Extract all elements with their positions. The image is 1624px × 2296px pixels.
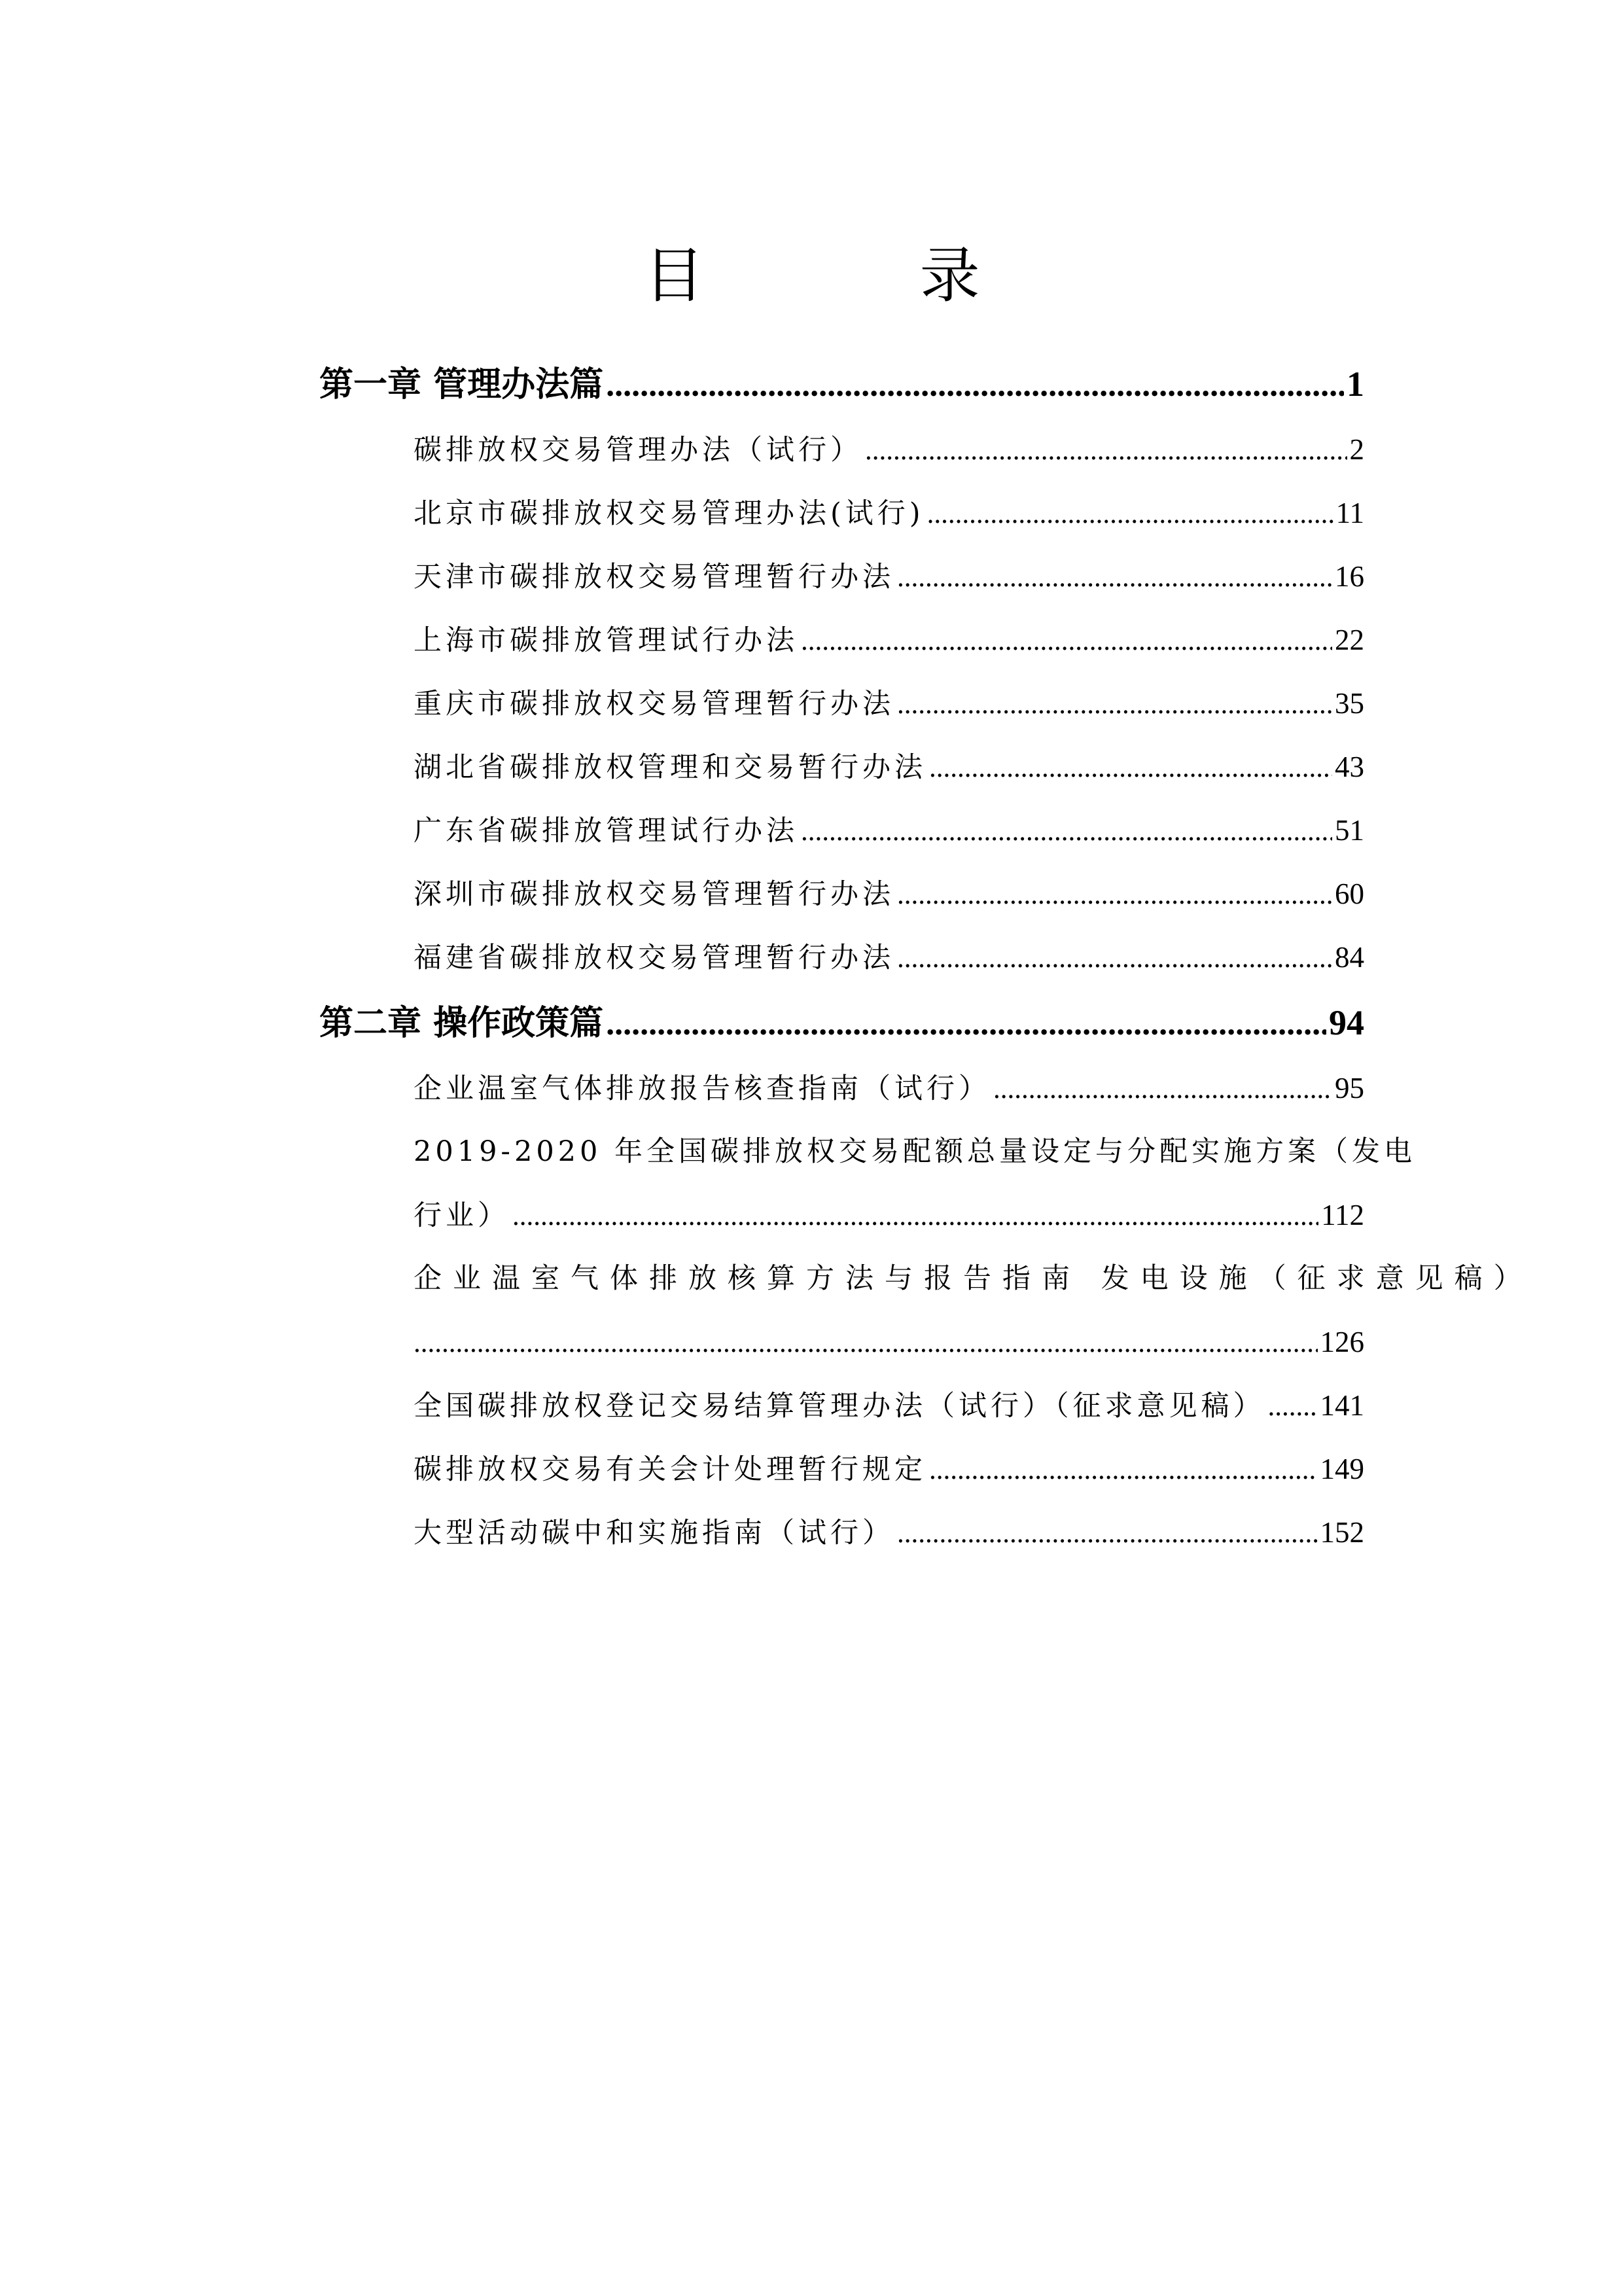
dot-leader: [929, 1451, 1318, 1490]
toc-entry-title-line1[interactable]: 2019-2020 年全国碳排放权交易配额总量设定与分配实施方案（发电: [414, 1135, 1417, 1168]
entry-page-number: 16: [1335, 560, 1364, 593]
toc-entry-title-line1[interactable]: 企业温室气体排放核算方法与报告指南 发电设施（征求意见稿）: [414, 1262, 1533, 1295]
entry-title-line2: 行业）: [414, 1199, 510, 1232]
entry-page-number: 149: [1320, 1453, 1364, 1485]
toc-chapter-2[interactable]: [319, 1000, 1364, 1047]
toc-entry[interactable]: [414, 557, 1364, 597]
chapter-title: 第一章 管理办法篇: [319, 365, 604, 404]
toc-entry[interactable]: [414, 1069, 1364, 1109]
toc-entry[interactable]: [414, 938, 1364, 978]
toc-entry[interactable]: [414, 493, 1364, 534]
dot-leader: [897, 1514, 1318, 1553]
entry-page-number: 141: [1320, 1389, 1364, 1422]
entry-page-number: 43: [1335, 751, 1364, 783]
toc-entry[interactable]: [414, 1513, 1364, 1553]
entry-title: 上海市碳排放管理试行办法: [414, 624, 798, 657]
page-title: 目 录: [644, 240, 1078, 311]
dot-leader: [865, 431, 1347, 470]
toc-entry[interactable]: [414, 874, 1364, 915]
entry-page-number: 112: [1321, 1199, 1364, 1231]
toc-entry[interactable]: [414, 1195, 1364, 1236]
dot-leader: [897, 875, 1332, 915]
entry-title: 福建省碳排放权交易管理暂行办法: [414, 942, 894, 974]
toc-entry[interactable]: [414, 811, 1364, 851]
entry-title: 重庆市碳排放权交易管理暂行办法: [414, 688, 894, 720]
entry-page-number: 60: [1335, 877, 1364, 910]
dot-leader: [606, 1001, 1326, 1047]
entry-title: 企业温室气体排放报告核查指南（试行）: [414, 1072, 991, 1105]
dot-leader: [512, 1197, 1318, 1236]
dot-leader: [897, 558, 1332, 597]
toc-entry[interactable]: [414, 1449, 1364, 1490]
toc-entry[interactable]: [414, 620, 1364, 661]
entry-page-number: 2: [1349, 433, 1364, 466]
dot-leader: [801, 812, 1332, 851]
entry-page-number: 11: [1335, 497, 1364, 529]
entry-title: 湖北省碳排放权管理和交易暂行办法: [414, 751, 927, 784]
dot-leader: [927, 495, 1333, 534]
dot-leader: [897, 939, 1332, 978]
entry-page-number: 35: [1335, 687, 1364, 720]
entry-page-number: 126: [1320, 1326, 1364, 1358]
entry-title: 碳排放权交易有关会计处理暂行规定: [414, 1453, 927, 1486]
entry-page-number: 51: [1335, 814, 1364, 847]
entry-page-number: 22: [1335, 624, 1364, 656]
chapter-page-number: 94: [1329, 1003, 1364, 1042]
toc-entry[interactable]: [414, 747, 1364, 788]
entry-page-number: 95: [1335, 1072, 1364, 1104]
dot-leader: [929, 749, 1332, 788]
toc-chapter-1[interactable]: [319, 361, 1364, 408]
toc-entry[interactable]: [414, 1322, 1364, 1363]
dot-leader: [1268, 1387, 1318, 1426]
entry-title: 北京市碳排放权交易管理办法(试行): [414, 497, 925, 530]
chapter-title: 第二章 操作政策篇: [319, 1004, 604, 1043]
dot-leader: [801, 622, 1332, 661]
entry-title: 全国碳排放权登记交易结算管理办法（试行）（征求意见稿）: [414, 1390, 1265, 1422]
entry-title: 天津市碳排放权交易管理暂行办法: [414, 561, 894, 593]
toc-entry[interactable]: [414, 430, 1364, 470]
toc-entry[interactable]: [414, 1386, 1364, 1426]
dot-leader: [606, 362, 1344, 408]
dot-leader: [897, 685, 1332, 724]
entry-page-number: 84: [1335, 941, 1364, 974]
toc-entry[interactable]: [414, 684, 1364, 724]
dot-leader: [414, 1324, 1318, 1363]
entry-title: 碳排放权交易管理办法（试行）: [414, 434, 862, 467]
chapter-page-number: 1: [1347, 364, 1364, 404]
dot-leader: [993, 1070, 1332, 1109]
entry-title: 深圳市碳排放权交易管理暂行办法: [414, 878, 894, 911]
entry-title: 大型活动碳中和实施指南（试行）: [414, 1517, 894, 1549]
entry-page-number: 152: [1320, 1516, 1364, 1549]
entry-title: 广东省碳排放管理试行办法: [414, 815, 798, 847]
